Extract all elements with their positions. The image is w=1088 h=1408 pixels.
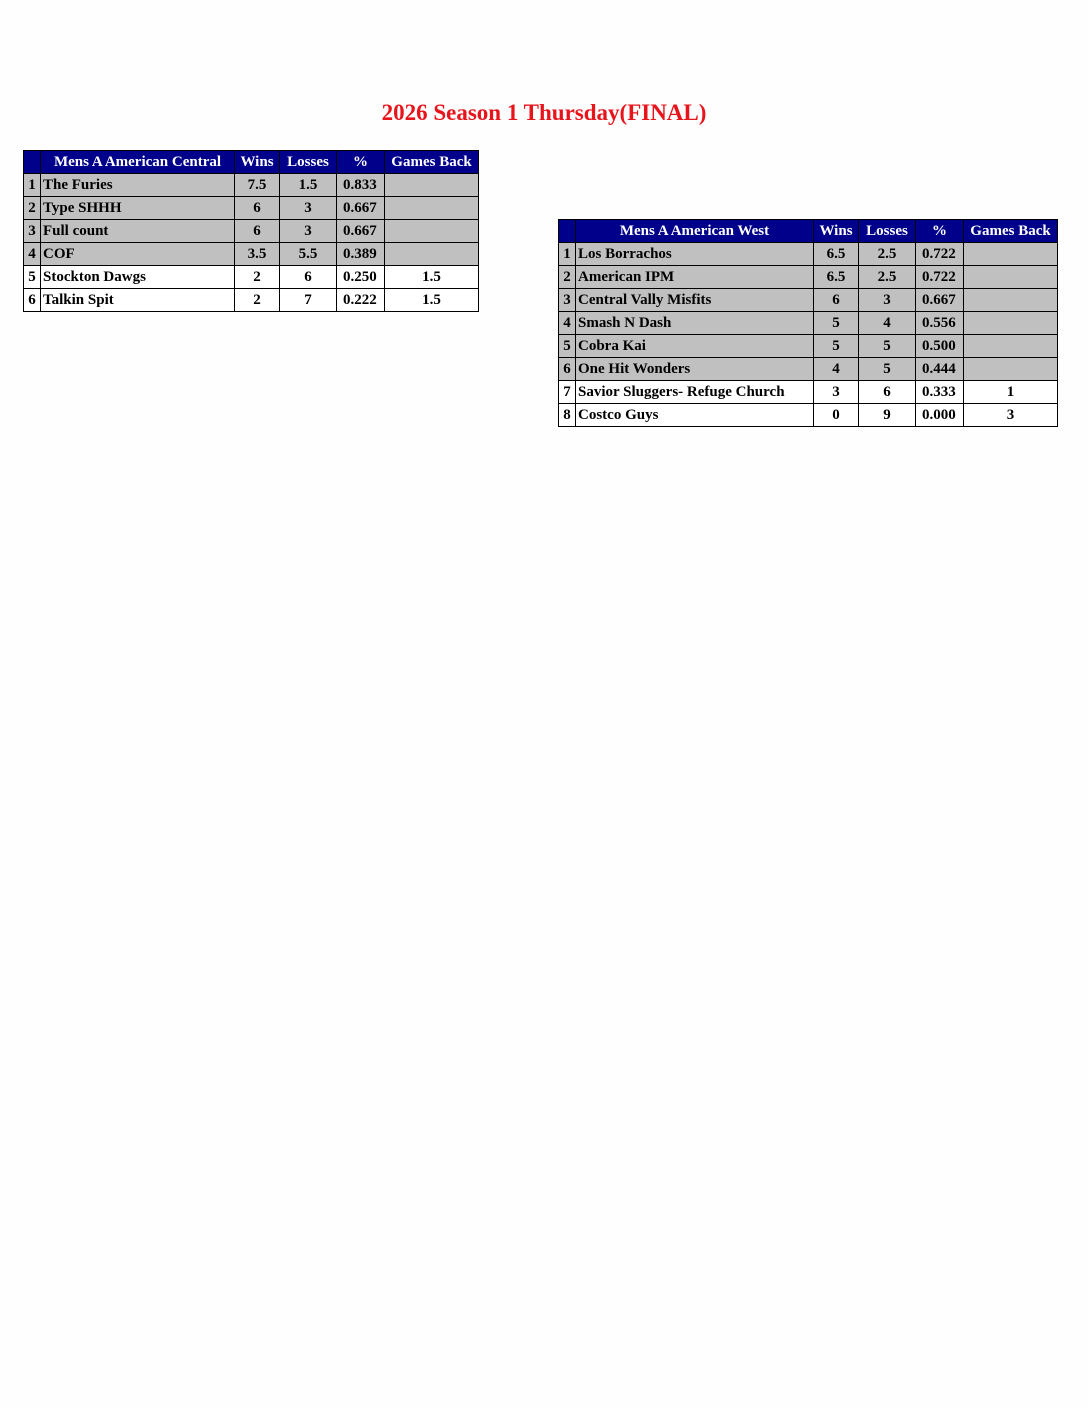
pct-cell: 0.722	[916, 243, 964, 266]
table-row	[559, 312, 1058, 335]
pct-header: %	[337, 151, 385, 174]
games-back-cell	[385, 243, 479, 266]
wins-cell: 2	[235, 289, 280, 312]
table-row	[24, 289, 479, 312]
games-back-cell	[964, 289, 1058, 312]
rank-cell: 1	[24, 174, 41, 197]
games-back-cell: 1.5	[385, 289, 479, 312]
table-row	[559, 358, 1058, 381]
pct-cell: 0.667	[337, 197, 385, 220]
team-name-cell: Full count	[41, 220, 235, 243]
games-back-cell	[385, 220, 479, 243]
losses-cell: 5.5	[280, 243, 337, 266]
team-name-cell: COF	[41, 243, 235, 266]
wins-cell: 5	[814, 312, 859, 335]
rank-cell: 5	[559, 335, 576, 358]
losses-cell: 2.5	[859, 243, 916, 266]
wins-cell: 0	[814, 404, 859, 427]
wins-cell: 2	[235, 266, 280, 289]
losses-cell: 3	[859, 289, 916, 312]
team-name-cell: One Hit Wonders	[576, 358, 814, 381]
wins-cell: 6	[235, 197, 280, 220]
team-name-cell: Los Borrachos	[576, 243, 814, 266]
team-name-cell: Stockton Dawgs	[41, 266, 235, 289]
games-back-header: Games Back	[964, 220, 1058, 243]
table-header-row	[559, 220, 1058, 243]
losses-header: Losses	[859, 220, 916, 243]
pct-cell: 0.444	[916, 358, 964, 381]
losses-cell: 1.5	[280, 174, 337, 197]
table-row	[559, 243, 1058, 266]
wins-cell: 6.5	[814, 266, 859, 289]
pct-cell: 0.333	[916, 381, 964, 404]
rank-cell: 6	[24, 289, 41, 312]
team-name-cell: Type SHHH	[41, 197, 235, 220]
team-name-cell: Costco Guys	[576, 404, 814, 427]
games-back-cell: 1	[964, 381, 1058, 404]
losses-cell: 3	[280, 220, 337, 243]
games-back-cell	[964, 312, 1058, 335]
wins-header: Wins	[235, 151, 280, 174]
standings-table-central	[23, 150, 479, 312]
table-body	[559, 243, 1058, 427]
pct-cell: 0.222	[337, 289, 385, 312]
losses-cell: 6	[859, 381, 916, 404]
games-back-cell	[385, 197, 479, 220]
wins-cell: 6.5	[814, 243, 859, 266]
rank-header	[559, 220, 576, 243]
table-row	[24, 266, 479, 289]
table-row	[559, 381, 1058, 404]
losses-cell: 7	[280, 289, 337, 312]
table-header-row	[24, 151, 479, 174]
pct-header: %	[916, 220, 964, 243]
losses-cell: 5	[859, 358, 916, 381]
team-name-cell: Central Vally Misfits	[576, 289, 814, 312]
division-header: Mens A American Central	[41, 151, 235, 174]
pct-cell: 0.250	[337, 266, 385, 289]
games-back-cell	[964, 358, 1058, 381]
pct-cell: 0.389	[337, 243, 385, 266]
team-name-cell: Cobra Kai	[576, 335, 814, 358]
table-row	[559, 404, 1058, 427]
losses-cell: 5	[859, 335, 916, 358]
team-name-cell: Smash N Dash	[576, 312, 814, 335]
wins-cell: 3.5	[235, 243, 280, 266]
wins-cell: 6	[235, 220, 280, 243]
table-row	[559, 335, 1058, 358]
table-row	[559, 289, 1058, 312]
rank-cell: 4	[24, 243, 41, 266]
wins-cell: 6	[814, 289, 859, 312]
losses-cell: 6	[280, 266, 337, 289]
pct-cell: 0.667	[916, 289, 964, 312]
pct-cell: 0.500	[916, 335, 964, 358]
table-row	[24, 174, 479, 197]
wins-cell: 7.5	[235, 174, 280, 197]
pct-cell: 0.556	[916, 312, 964, 335]
rank-cell: 4	[559, 312, 576, 335]
rank-cell: 1	[559, 243, 576, 266]
losses-cell: 3	[280, 197, 337, 220]
table-body	[24, 174, 479, 312]
team-name-cell: Talkin Spit	[41, 289, 235, 312]
table-row	[24, 220, 479, 243]
wins-header: Wins	[814, 220, 859, 243]
rank-cell: 3	[24, 220, 41, 243]
table-row	[24, 243, 479, 266]
pct-cell: 0.722	[916, 266, 964, 289]
table-row	[559, 266, 1058, 289]
games-back-cell	[964, 335, 1058, 358]
rank-cell: 2	[24, 197, 41, 220]
games-back-cell	[964, 243, 1058, 266]
team-name-cell: The Furies	[41, 174, 235, 197]
losses-cell: 4	[859, 312, 916, 335]
losses-cell: 9	[859, 404, 916, 427]
rank-cell: 8	[559, 404, 576, 427]
rank-cell: 2	[559, 266, 576, 289]
rank-cell: 6	[559, 358, 576, 381]
pct-cell: 0.667	[337, 220, 385, 243]
pct-cell: 0.833	[337, 174, 385, 197]
wins-cell: 3	[814, 381, 859, 404]
games-back-cell: 1.5	[385, 266, 479, 289]
wins-cell: 4	[814, 358, 859, 381]
losses-header: Losses	[280, 151, 337, 174]
games-back-cell: 3	[964, 404, 1058, 427]
table-row	[24, 197, 479, 220]
games-back-cell	[964, 266, 1058, 289]
games-back-cell	[385, 174, 479, 197]
standings-table-west	[558, 219, 1058, 427]
wins-cell: 5	[814, 335, 859, 358]
rank-header	[24, 151, 41, 174]
team-name-cell: American IPM	[576, 266, 814, 289]
rank-cell: 5	[24, 266, 41, 289]
page-title: 2026 Season 1 Thursday(FINAL)	[381, 100, 707, 125]
games-back-header: Games Back	[385, 151, 479, 174]
division-header: Mens A American West	[576, 220, 814, 243]
pct-cell: 0.000	[916, 404, 964, 427]
rank-cell: 7	[559, 381, 576, 404]
losses-cell: 2.5	[859, 266, 916, 289]
rank-cell: 3	[559, 289, 576, 312]
team-name-cell: Savior Sluggers- Refuge Church	[576, 381, 814, 404]
